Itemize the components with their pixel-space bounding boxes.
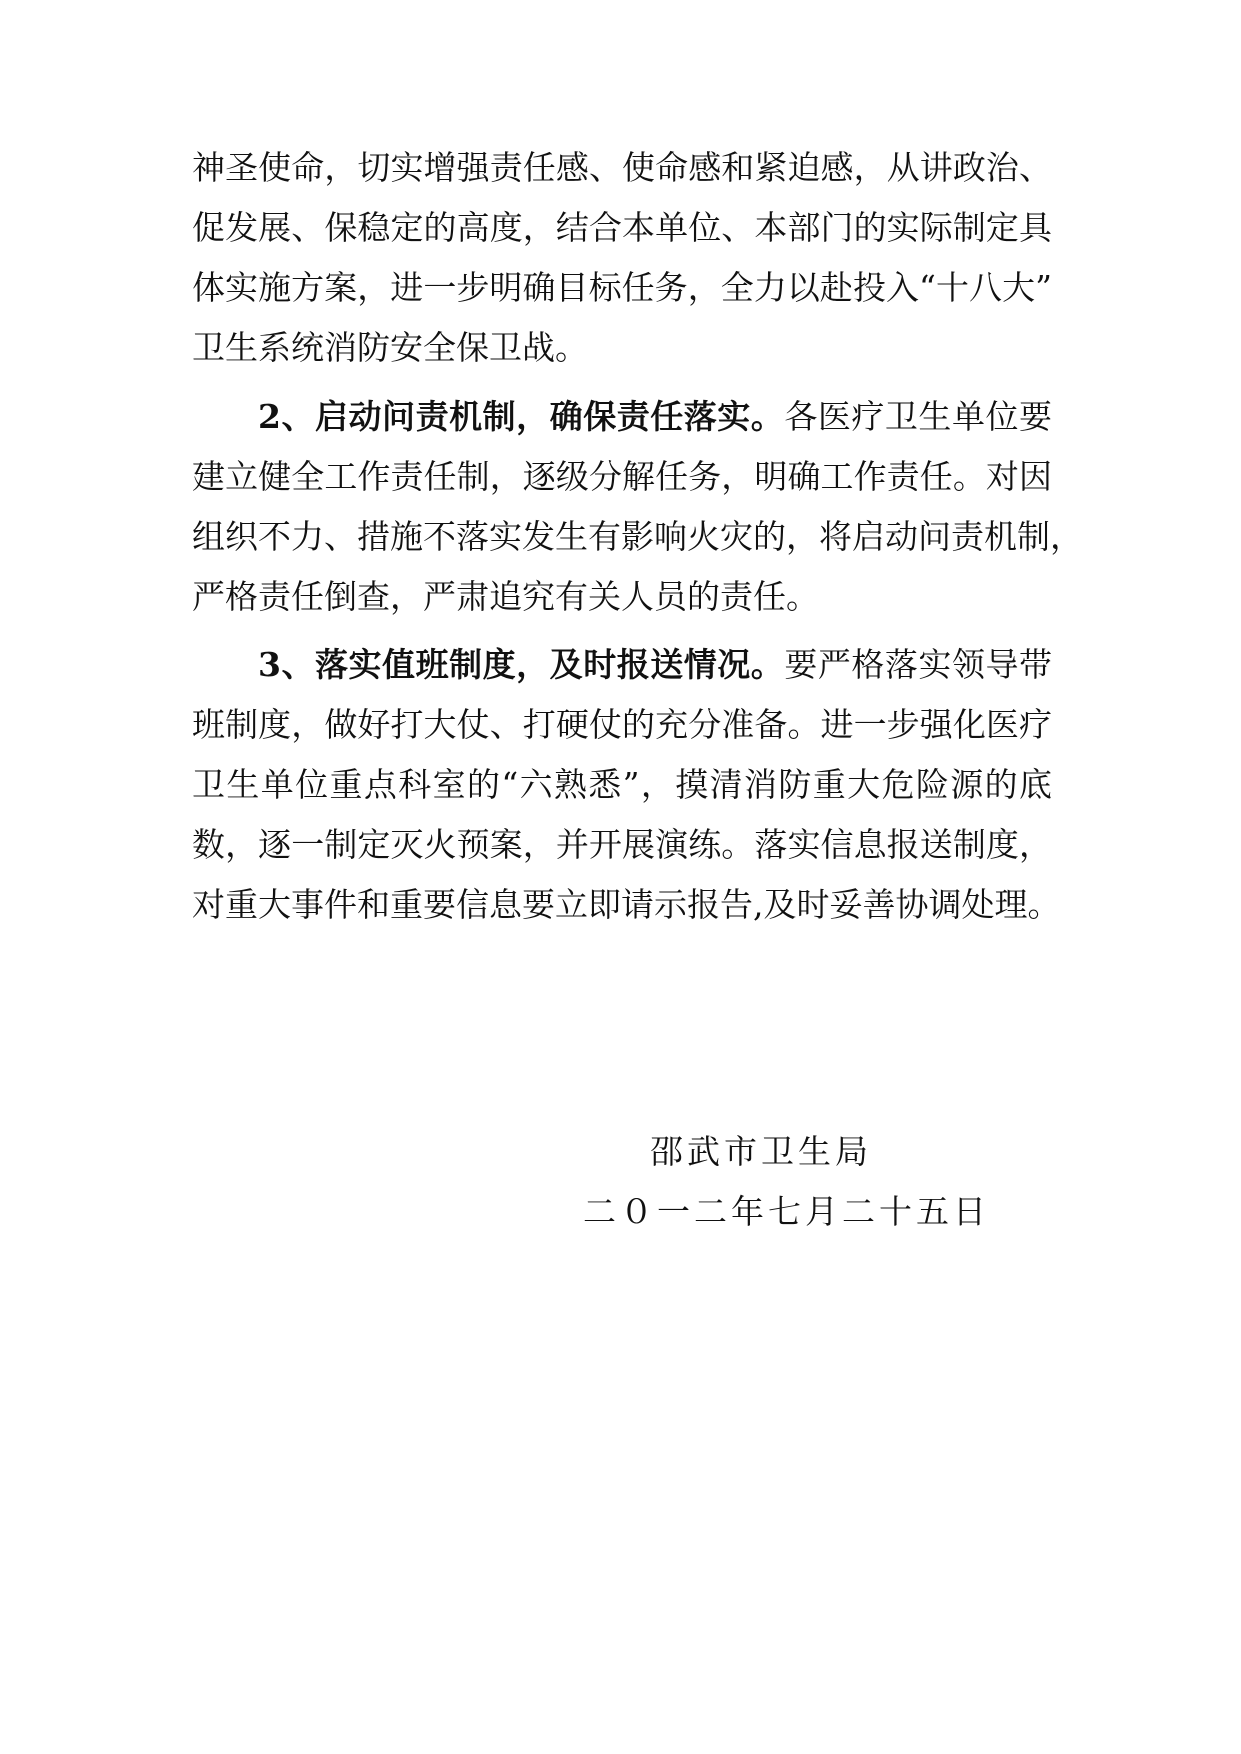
paragraph-2-line-3: 组织不力、措施不落实发生有影响火灾的，将启动问责机制， — [192, 517, 1083, 556]
paragraph-3-line-4: 数，逐一制定灭火预案，并开展演练。落实信息报送制度， — [192, 825, 1052, 864]
signature-organization: 邵武市卫生局 — [650, 1132, 872, 1171]
paragraph-2-line-1 — [258, 397, 1052, 437]
paragraph-3-first-line-text: 要严格落实领导带 — [784, 645, 1053, 684]
paragraph-1-line-3: 体实施方案，进一步明确目标任务，全力以赴投入“十八大” — [192, 268, 1052, 307]
signature-date: 二０一二年七月二十五日 — [583, 1192, 990, 1231]
paragraph-2-line-4: 严格责任倒查，严肃追究有关人员的责任。 — [192, 577, 819, 616]
paragraph-3-line-2: 班制度，做好打大仗、打硬仗的充分准备。进一步强化医疗 — [192, 705, 1052, 744]
paragraph-3-line-5: 对重大事件和重要信息要立即请示报告,及时妥善协调处理。 — [192, 885, 1061, 924]
paragraph-2-heading: 2、启动问责机制，确保责任落实。 — [258, 397, 785, 436]
paragraph-3-line-1 — [258, 645, 1052, 685]
paragraph-2-first-line-text: 各医疗卫生单位要 — [784, 397, 1053, 436]
paragraph-3-heading: 3、落实值班制度，及时报送情况。 — [258, 645, 785, 684]
paragraph-1-line-2: 促发展、保稳定的高度，结合本单位、本部门的实际制定具 — [192, 208, 1052, 247]
paragraph-2-line-2: 建立健全工作责任制，逐级分解任务，明确工作责任。对因 — [192, 457, 1052, 496]
paragraph-3-line-3: 卫生单位重点科室的“六熟悉”，摸清消防重大危险源的底 — [192, 765, 1052, 804]
paragraph-1-line-1: 神圣使命，切实增强责任感、使命感和紧迫感，从讲政治、 — [192, 148, 1052, 187]
paragraph-1-line-4: 卫生系统消防安全保卫战。 — [192, 328, 588, 367]
